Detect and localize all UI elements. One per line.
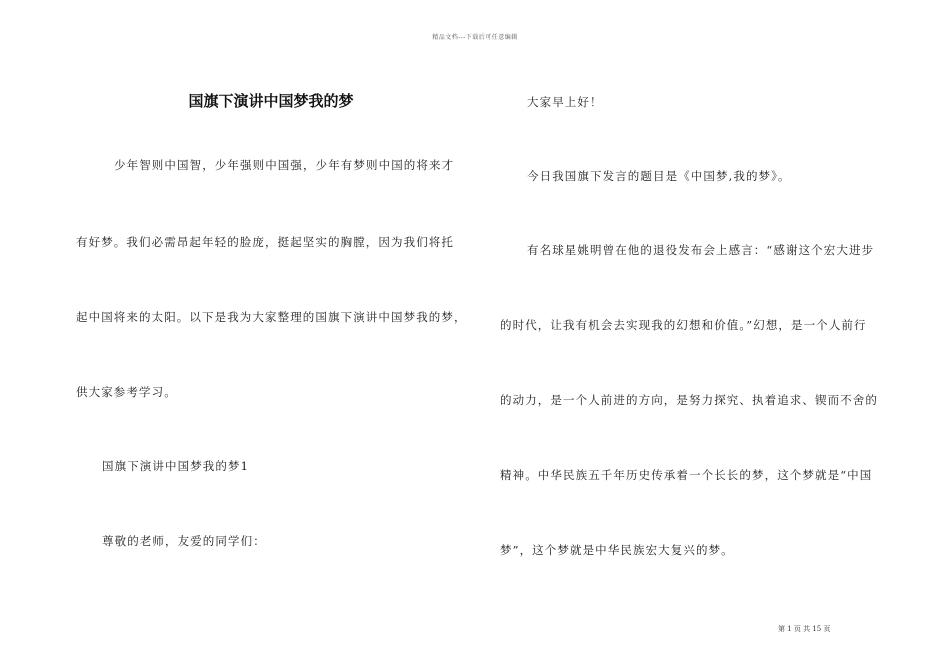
page-number: 第 1 页 共 15 页 [778,625,831,633]
paragraph-line: 的时代，让我有机会去实现我的幻想和价值。”幻想，是一个人前行 [500,318,867,332]
salutation: 尊敬的老师，友爱的同学们： [102,534,266,548]
paragraph-line: 供大家参考学习。 [76,385,177,399]
section-heading: 国旗下演讲中国梦我的梦1 [102,459,250,473]
paragraph-line: 有好梦。我们必需昂起年轻的脸庞，挺起坚实的胸膛，因为我们将托 [76,235,454,249]
paragraph-line: 有名球星姚明曾在他的退役发布会上感言：“感谢这个宏大进步 [527,243,875,257]
paragraph-line: 的动力，是一个人前进的方向，是努力探究、执着追求、锲而不舍的 [500,393,878,407]
paragraph-line: 梦”，这个梦就是中华民族宏大复兴的梦。 [500,543,734,557]
paragraph-line: 今日我国旗下发言的题目是《中国梦,我的梦》。 [527,169,791,183]
document-title: 国旗下演讲中国梦我的梦 [188,92,354,110]
paragraph-line: 精神。中华民族五千年历史传承着一个长长的梦，这个梦就是“中国 [500,468,873,482]
page-header: 精品文档---下载后可任意编辑 [432,34,518,41]
paragraph-line: 起中国将来的太阳。以下是我为大家整理的国旗下演讲中国梦我的梦， [76,310,467,324]
greeting: 大家早上好！ [527,95,603,109]
paragraph-line: 少年智则中国智，少年强则中国强，少年有梦则中国的将来才 [114,158,455,172]
